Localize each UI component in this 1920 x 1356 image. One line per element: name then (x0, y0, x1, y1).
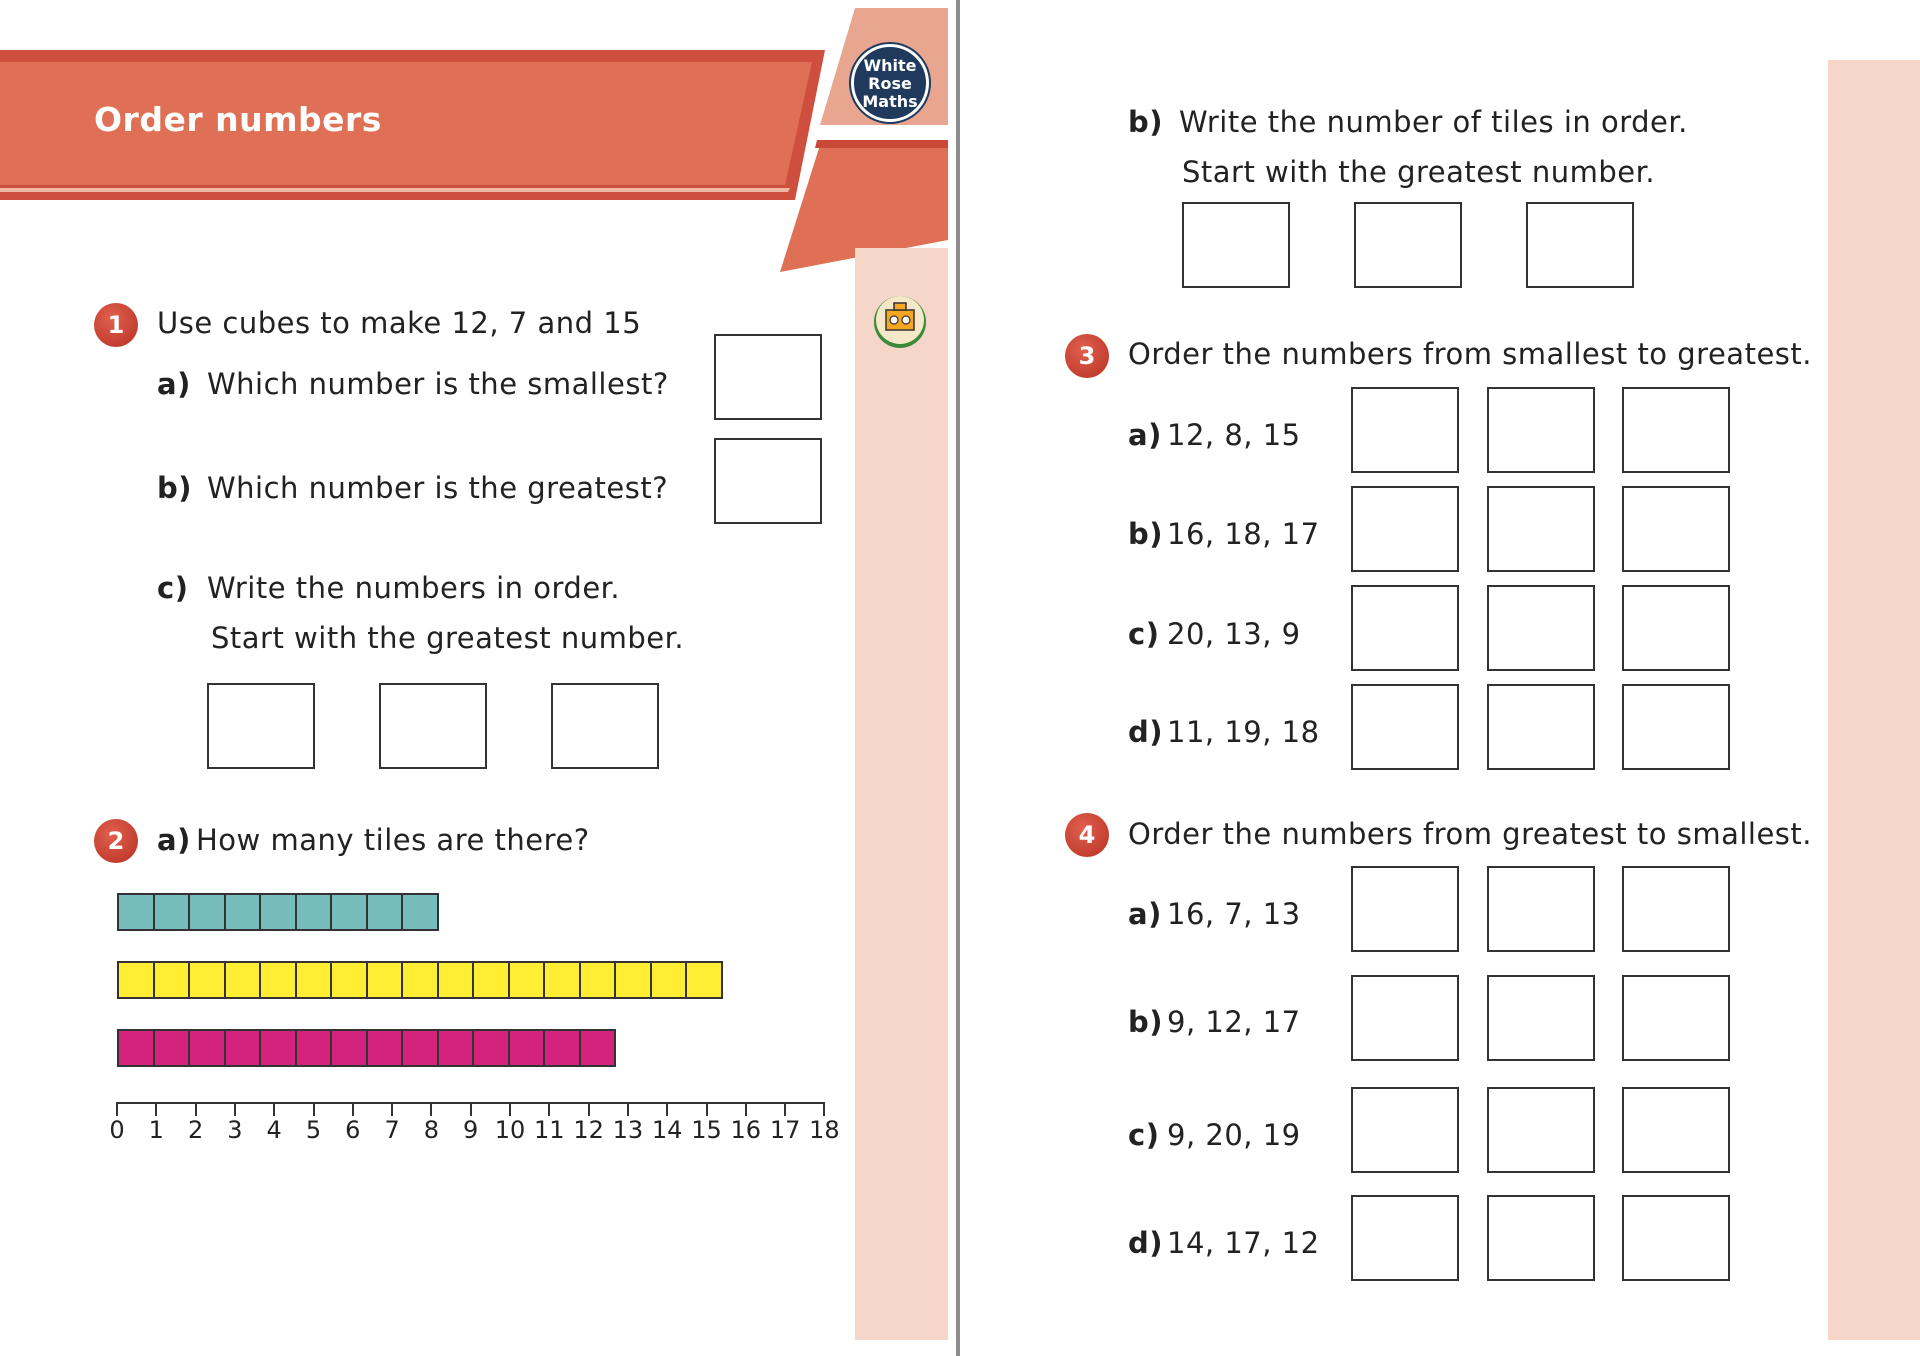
number-line-tick (116, 1102, 118, 1116)
number-line-label: 13 (612, 1116, 644, 1144)
header-banner (0, 0, 956, 290)
question-number-4: 4 (1065, 813, 1109, 857)
yellow-tile (117, 961, 155, 999)
number-line-tick (666, 1102, 668, 1116)
q1a-answer-box[interactable] (714, 334, 822, 420)
q4-answer-box[interactable] (1351, 866, 1459, 952)
number-line-label: 18 (809, 1116, 840, 1144)
q1b-label: b) (157, 471, 193, 505)
q3-answer-box[interactable] (1487, 387, 1595, 473)
teal-tile (295, 893, 333, 931)
q3-item-numbers: 16, 18, 17 (1167, 517, 1320, 551)
q3-item-numbers: 12, 8, 15 (1167, 418, 1301, 452)
number-line-label: 11 (534, 1116, 565, 1144)
q1b-answer-box[interactable] (714, 438, 822, 524)
pink-tile (188, 1029, 226, 1067)
q4-item-label: d) (1128, 1226, 1164, 1260)
number-line-tick (784, 1102, 786, 1116)
q3-answer-box[interactable] (1487, 486, 1595, 572)
yellow-tile (330, 961, 368, 999)
yellow-tile (685, 961, 723, 999)
teal-tile (330, 893, 368, 931)
q3-answer-box[interactable] (1622, 387, 1730, 473)
number-line-label: 16 (730, 1116, 762, 1144)
number-line-tick (391, 1102, 393, 1116)
number-line-label: 15 (691, 1116, 722, 1144)
number-line-label: 5 (305, 1116, 322, 1144)
q1c-answer-box-2[interactable] (379, 683, 487, 769)
number-line-tick (273, 1102, 275, 1116)
q4-item-label: b) (1128, 1005, 1164, 1039)
teal-tile (401, 893, 439, 931)
pink-tile (437, 1029, 475, 1067)
left-page (0, 0, 956, 1356)
q3-prompt: Order the numbers from smallest to greatest. (1128, 337, 1812, 371)
yellow-tile (295, 961, 333, 999)
pink-tile (259, 1029, 297, 1067)
yellow-tile (579, 961, 617, 999)
pink-tile (366, 1029, 404, 1067)
number-line-tick (548, 1102, 550, 1116)
q2b-text: Write the number of tiles in order. (1179, 105, 1688, 139)
q4-answer-box[interactable] (1487, 1087, 1595, 1173)
yellow-tile (543, 961, 581, 999)
q4-answer-box[interactable] (1487, 866, 1595, 952)
pink-tile (472, 1029, 510, 1067)
number-line-tick (155, 1102, 157, 1116)
teal-tile (117, 893, 155, 931)
number-line-tick (627, 1102, 629, 1116)
q1c-text: Write the numbers in order. (207, 571, 621, 605)
question-number-2: 2 (94, 819, 138, 863)
q3-item-label: b) (1128, 517, 1164, 551)
right-page (960, 0, 1920, 1356)
number-line-tick (430, 1102, 432, 1116)
number-line-label: 10 (494, 1116, 526, 1144)
number-line-tick (234, 1102, 236, 1116)
q3-item-label: c) (1128, 617, 1160, 651)
teal-tile (259, 893, 297, 931)
q4-item-numbers: 9, 20, 19 (1167, 1118, 1301, 1152)
teal-tile (366, 893, 404, 931)
number-line-label: 7 (384, 1116, 400, 1144)
q3-answer-box[interactable] (1622, 684, 1730, 770)
yellow-tile (188, 961, 226, 999)
yellow-tile (259, 961, 297, 999)
pink-tile (330, 1029, 368, 1067)
q2b-answer-box-2[interactable] (1354, 202, 1462, 288)
q3-answer-box[interactable] (1351, 387, 1459, 473)
q2a-label: a) (157, 823, 191, 857)
yellow-tile (366, 961, 404, 999)
page-title: Order numbers (94, 100, 382, 139)
number-line-label: 12 (573, 1116, 604, 1144)
yellow-tile (472, 961, 510, 999)
yellow-tile (153, 961, 191, 999)
q4-item-numbers: 14, 17, 12 (1167, 1226, 1320, 1260)
q4-answer-box[interactable] (1351, 1087, 1459, 1173)
q4-item-numbers: 9, 12, 17 (1167, 1005, 1301, 1039)
number-line-label: 8 (423, 1116, 440, 1144)
pink-tile (401, 1029, 439, 1067)
q2b-label: b) (1128, 105, 1164, 139)
yellow-tile (437, 961, 475, 999)
q4-prompt: Order the numbers from greatest to smallest. (1128, 817, 1812, 851)
q4-answer-box[interactable] (1351, 975, 1459, 1061)
q4-item-label: a) (1128, 897, 1162, 931)
q4-item-numbers: 16, 7, 13 (1167, 897, 1301, 931)
q4-answer-box[interactable] (1622, 866, 1730, 952)
number-line-tick (588, 1102, 590, 1116)
q3-answer-box[interactable] (1351, 684, 1459, 770)
number-line-label: 3 (227, 1116, 243, 1144)
q1c-answer-box-1[interactable] (207, 683, 315, 769)
cube-icon (872, 292, 928, 348)
pink-tile-bar (119, 1029, 616, 1067)
yellow-tile (401, 961, 439, 999)
q3-item-numbers: 11, 19, 18 (1167, 715, 1320, 749)
white-rose-maths-logo: White Rose Maths (851, 44, 929, 122)
number-line-label: 1 (148, 1116, 164, 1144)
q3-answer-box[interactable] (1351, 585, 1459, 671)
teal-tile (224, 893, 262, 931)
number-line-tick (745, 1102, 747, 1116)
q1c-text-2: Start with the greatest number. (211, 621, 685, 655)
q1a-text: Which number is the smallest? (207, 367, 669, 401)
q4-answer-box[interactable] (1622, 1087, 1730, 1173)
yellow-tile-bar (119, 961, 723, 999)
q4-item-label: c) (1128, 1118, 1160, 1152)
number-line-label: 0 (109, 1116, 125, 1144)
number-line-label: 4 (266, 1116, 282, 1144)
pink-tile (579, 1029, 617, 1067)
number-line-tick (470, 1102, 472, 1116)
teal-tile (188, 893, 226, 931)
q4-answer-box[interactable] (1622, 975, 1730, 1061)
q3-item-label: d) (1128, 715, 1164, 749)
sidebar-strip (855, 248, 948, 1340)
number-line-tick (823, 1102, 825, 1116)
number-line-label: 9 (463, 1116, 479, 1144)
question-number-1: 1 (94, 303, 138, 347)
q2b-answer-box-3[interactable] (1526, 202, 1634, 288)
q1a-label: a) (157, 367, 191, 401)
q3-item-numbers: 20, 13, 9 (1167, 617, 1301, 651)
right-sidebar-strip (1828, 60, 1920, 1340)
q3-answer-box[interactable] (1487, 585, 1595, 671)
pink-tile (543, 1029, 581, 1067)
number-line-tick (706, 1102, 708, 1116)
pink-tile (153, 1029, 191, 1067)
question-number-3: 3 (1065, 334, 1109, 378)
yellow-tile (650, 961, 688, 999)
q1c-label: c) (157, 571, 189, 605)
number-line-label: 2 (187, 1116, 204, 1144)
yellow-tile (508, 961, 546, 999)
q4-answer-box[interactable] (1622, 1195, 1730, 1281)
number-line-label: 14 (651, 1116, 683, 1144)
q4-answer-box[interactable] (1487, 975, 1595, 1061)
pink-tile (117, 1029, 155, 1067)
pink-tile (224, 1029, 262, 1067)
q2b-answer-box-1[interactable] (1182, 202, 1290, 288)
q1-prompt: Use cubes to make 12, 7 and 15 (157, 306, 642, 340)
q3-answer-box[interactable] (1487, 684, 1595, 770)
q1b-text: Which number is the greatest? (207, 471, 669, 505)
teal-tile-bar (119, 893, 439, 931)
q4-answer-box[interactable] (1351, 1195, 1459, 1281)
yellow-tile (614, 961, 652, 999)
teal-tile (153, 893, 191, 931)
q3-answer-box[interactable] (1622, 486, 1730, 572)
number-line-tick (352, 1102, 354, 1116)
yellow-tile (224, 961, 262, 999)
q4-answer-box[interactable] (1487, 1195, 1595, 1281)
number-line-label: 17 (769, 1116, 801, 1144)
number-line-tick (509, 1102, 511, 1116)
q3-item-label: a) (1128, 418, 1162, 452)
q3-answer-box[interactable] (1351, 486, 1459, 572)
pink-tile (295, 1029, 333, 1067)
q2a-text: How many tiles are there? (196, 823, 590, 857)
number-line-label: 6 (345, 1116, 361, 1144)
q2b-text-2: Start with the greatest number. (1182, 155, 1656, 189)
q3-answer-box[interactable] (1622, 585, 1730, 671)
q1c-answer-box-3[interactable] (551, 683, 659, 769)
pink-tile (508, 1029, 546, 1067)
number-line-tick (313, 1102, 315, 1116)
number-line-tick (195, 1102, 197, 1116)
